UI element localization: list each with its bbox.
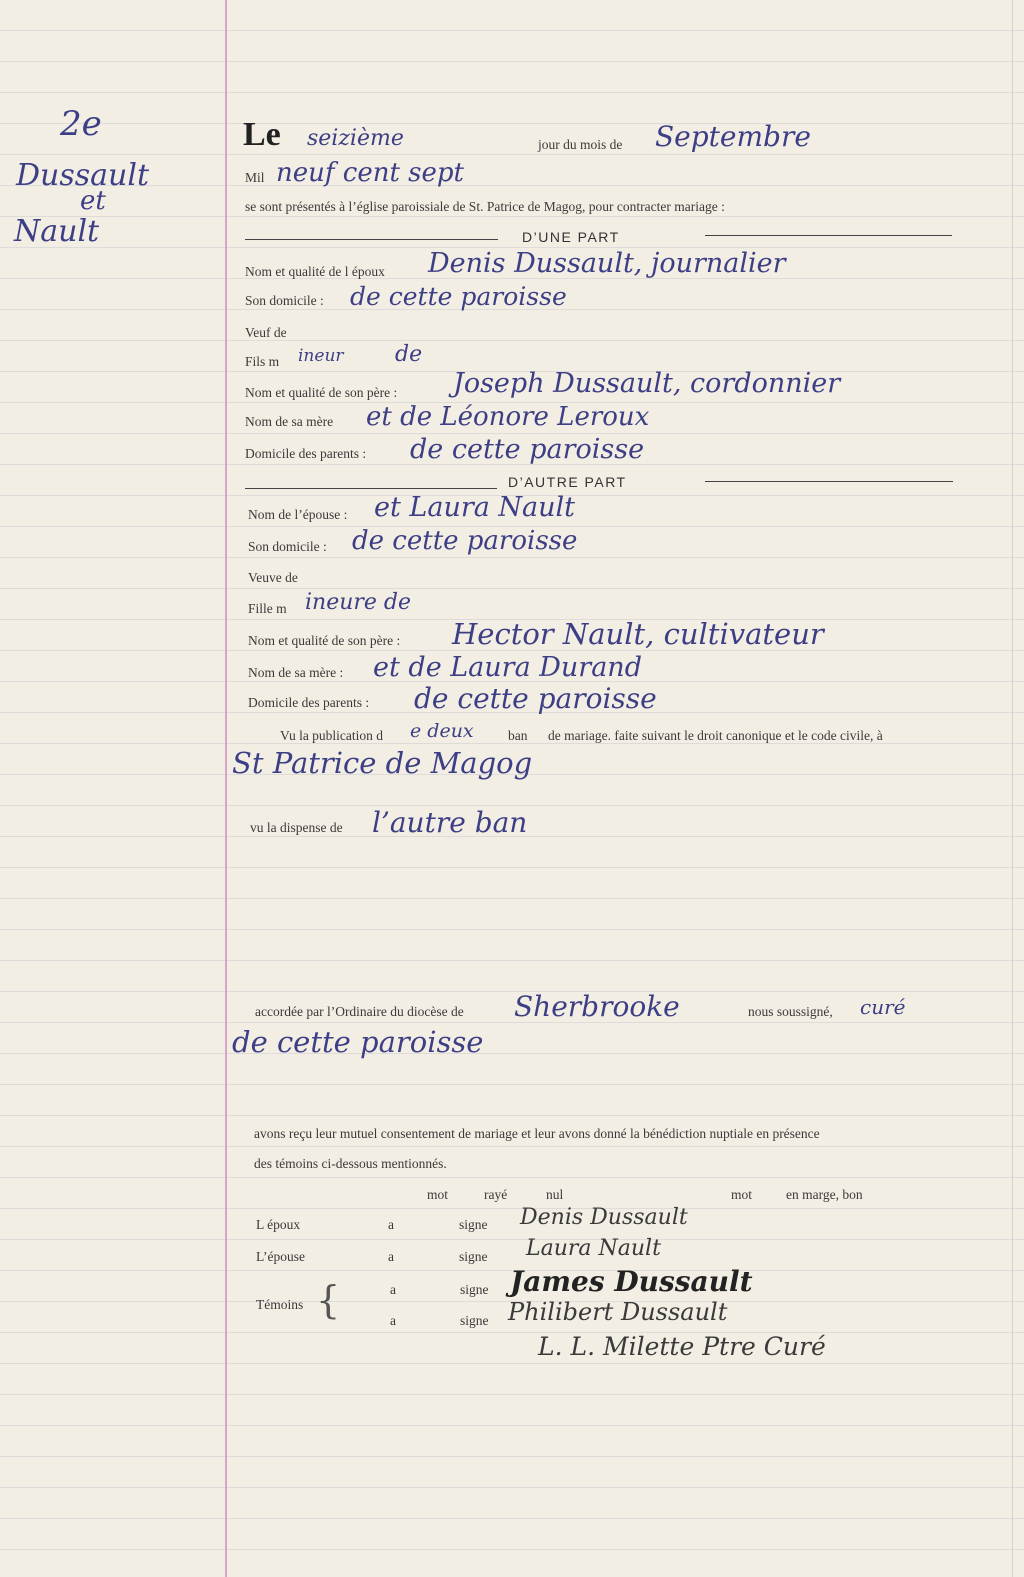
part2-rule-right (705, 481, 953, 482)
consent-line1: avons reçu leur mutuel consentement de mariage et leur avons donné la bénédiction nuptiale en présence (254, 1126, 820, 1141)
mere1-value: et de Léonore Leroux (366, 402, 650, 432)
temoins-brace: { (316, 1278, 341, 1322)
fils-de: de (395, 342, 423, 367)
diocese-value: Sherbrooke (514, 990, 680, 1023)
accord-label: accordée par l’Ordinaire du diocèse de (255, 1004, 464, 1019)
margin-entry-number: 2e (60, 104, 102, 144)
sig-header-nul: nul (546, 1187, 564, 1202)
drop-cap-le: Le (243, 116, 281, 153)
pere2-label: Nom et qualité de son père : (248, 633, 401, 648)
publication-label: Vu la publication d (280, 728, 384, 743)
parents1-label: Domicile des parents : (245, 446, 367, 461)
publication-rest: de mariage. faite suivant le droit canonique et le code civile, à (548, 728, 883, 743)
part1-rule-left (245, 239, 498, 240)
fils-minor-value: ineur (298, 346, 344, 366)
margin-rule (225, 0, 227, 1577)
veuf-label: Veuf de (245, 325, 287, 340)
cure-value: curé (860, 995, 906, 1019)
day-value: seizième (307, 126, 404, 151)
pere2-value: Hector Nault, cultivateur (452, 617, 824, 651)
signature-pretre: L. L. Milette Ptre Curé (538, 1332, 826, 1361)
signature-temoin1: James Dussault (510, 1265, 753, 1298)
parents1-value: de cette paroisse (410, 434, 645, 465)
accord-line2: de cette paroisse (232, 1025, 484, 1059)
dispense-label: vu la dispense de (250, 820, 343, 835)
mil-label: Mil (245, 170, 265, 185)
margin-conjunction: et (80, 186, 106, 216)
soussigne-label: nous soussigné, (748, 1004, 833, 1019)
sig-header-mot2: mot (731, 1187, 753, 1202)
epouse-domicile-value: de cette paroisse (352, 526, 578, 556)
fille-minor-value: ineure de (305, 590, 412, 615)
sig-temoin1-signe: signe (460, 1282, 489, 1297)
sig-temoin1-a: a (390, 1282, 396, 1297)
page-edge (1012, 0, 1013, 1577)
publication-place: St Patrice de Magog (232, 746, 533, 780)
sig-header-marge: en marge, bon (786, 1187, 863, 1202)
mere2-label: Nom de sa mère : (248, 665, 344, 680)
sig-epoux-label: L époux (256, 1217, 301, 1232)
signature-epouse: Laura Nault (526, 1236, 661, 1261)
veuve-label: Veuve de (248, 570, 298, 585)
fils-label: Fils m (245, 354, 280, 369)
sig-temoin2-signe: signe (460, 1313, 489, 1328)
parents2-label: Domicile des parents : (248, 695, 370, 710)
consent-line2: des témoins ci-dessous mentionnés. (254, 1156, 447, 1171)
epouse-label: Nom de l’épouse : (248, 507, 348, 522)
sig-temoins-label: Témoins (256, 1297, 304, 1312)
day-label: jour du mois de (538, 137, 623, 152)
publication-count: e deux (410, 720, 474, 742)
epoux-value: Denis Dussault, journalier (428, 248, 786, 279)
epouse-value: et Laura Nault (374, 492, 576, 523)
presented-line: se sont présentés à l’église paroissiale de St. Patrice de Magog, pour contracter mariage : (245, 199, 725, 214)
sig-header-mot: mot (427, 1187, 449, 1202)
margin-groom-surname: Dussault (16, 158, 150, 193)
publication-ban: ban (508, 728, 528, 743)
epoux-domicile-value: de cette paroisse (350, 282, 567, 311)
margin-bride-surname: Nault (14, 214, 100, 249)
epouse-domicile-label: Son domicile : (248, 539, 327, 554)
parents2-value: de cette paroisse (414, 682, 657, 715)
sig-epouse-label: L’épouse (256, 1249, 305, 1264)
epoux-label: Nom et qualité de l époux (245, 264, 385, 279)
signature-temoin2: Philibert Dussault (508, 1298, 728, 1326)
sig-header-raye: rayé (484, 1187, 508, 1202)
part1-rule-right (705, 235, 952, 236)
month-value: Septembre (655, 120, 811, 153)
epoux-domicile-label: Son domicile : (245, 293, 324, 308)
pere1-label: Nom et qualité de son père : (245, 385, 398, 400)
sig-epoux-signe: signe (459, 1217, 488, 1232)
mere2-value: et de Laura Durand (373, 652, 642, 683)
mere1-label: Nom de sa mère (245, 414, 334, 429)
sig-epoux-a: a (388, 1217, 394, 1232)
signature-epoux: Denis Dussault (520, 1205, 688, 1230)
sig-temoin2-a: a (390, 1313, 396, 1328)
part1-title: D’UNE PART (522, 229, 620, 245)
year-value: neuf cent sept (276, 158, 464, 188)
sig-epouse-signe: signe (459, 1249, 488, 1264)
fille-label: Fille m (248, 601, 287, 616)
sig-epouse-a: a (388, 1249, 394, 1264)
part2-title: D’AUTRE PART (508, 474, 627, 490)
pere1-value: Joseph Dussault, cordonnier (453, 368, 841, 399)
dispense-value: l’autre ban (372, 806, 528, 839)
part2-rule-left (245, 488, 497, 489)
